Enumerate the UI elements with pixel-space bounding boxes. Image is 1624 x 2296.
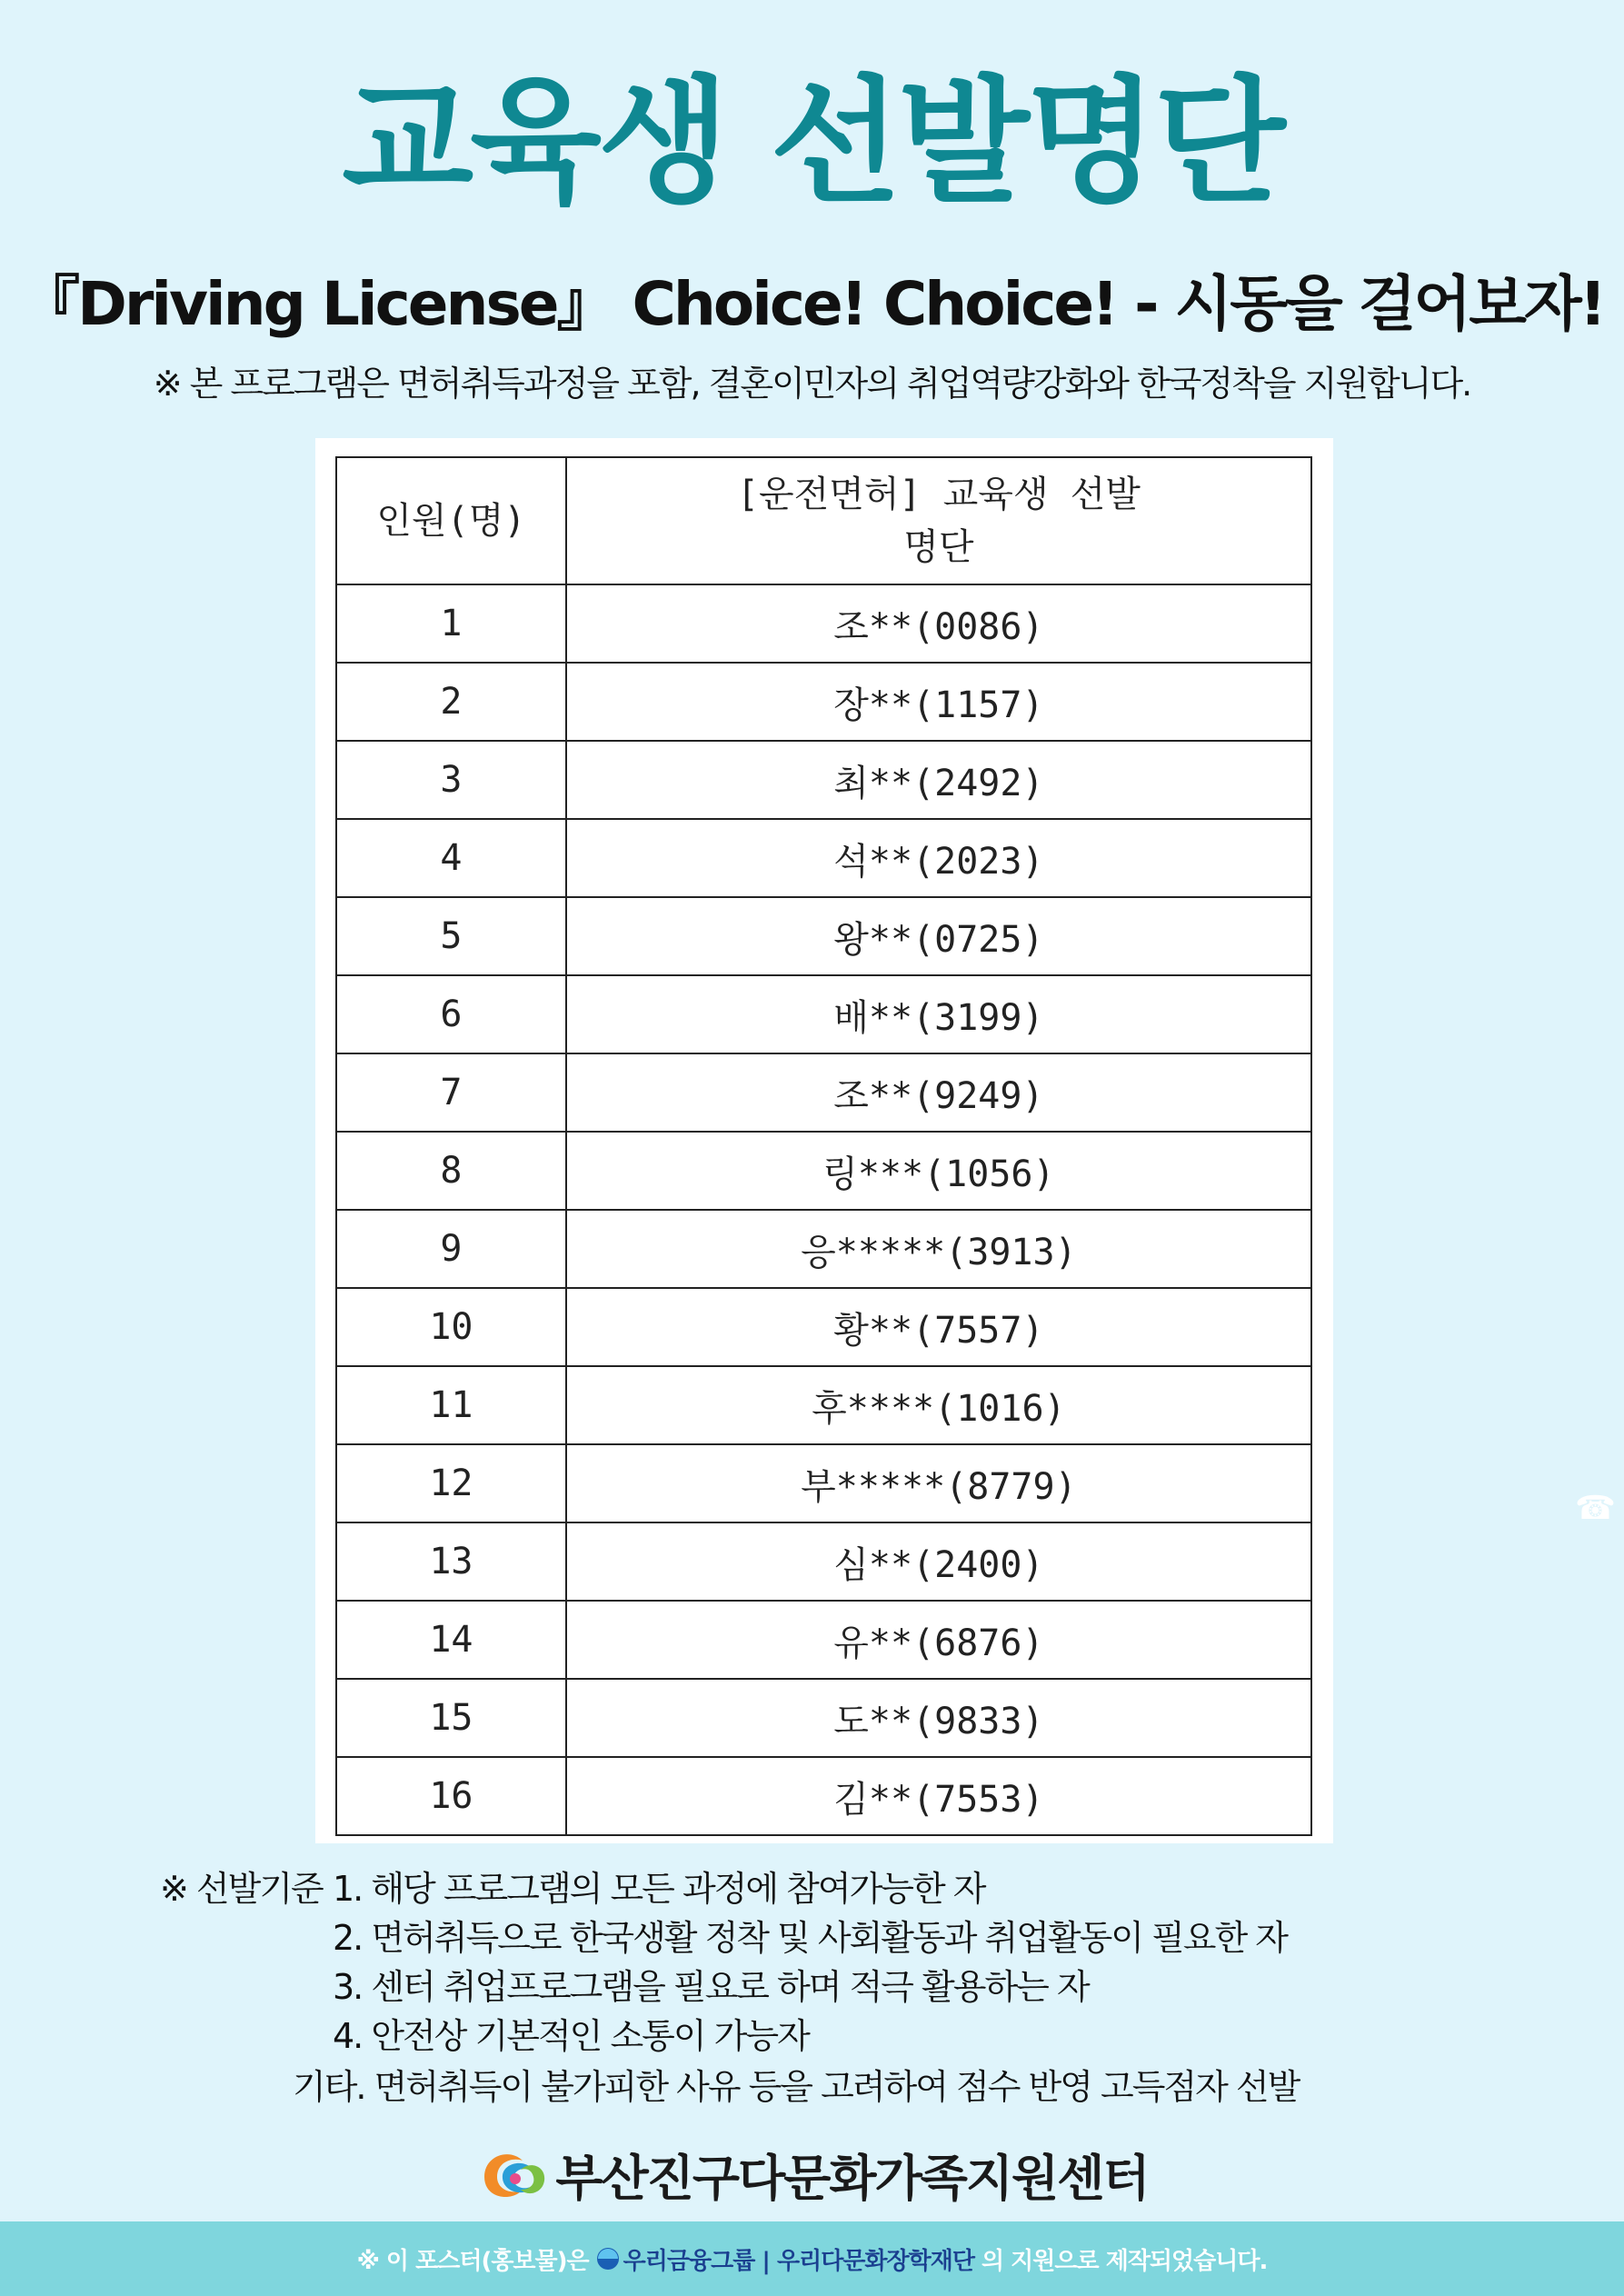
table-row xyxy=(336,1679,1311,1757)
row-trainee-name: 링***(1056) xyxy=(566,1132,1311,1210)
header-list xyxy=(566,457,1311,584)
criteria-etc: 기타. 면허취득이 불가피한 사유 등을 고려하여 점수 반영 고득점자 선발 xyxy=(293,2067,1300,2107)
row-trainee-name: 후****(1016) xyxy=(566,1366,1311,1444)
row-number: 5 xyxy=(336,897,566,975)
table-row xyxy=(336,1444,1311,1522)
roster-panel xyxy=(315,438,1333,1843)
table-row xyxy=(336,1601,1311,1679)
center-branding xyxy=(0,2138,1624,2211)
table-row xyxy=(336,1757,1311,1835)
criteria-label: ※ 선발기준 xyxy=(160,1869,323,1909)
footer-sponsor xyxy=(596,2242,974,2276)
row-number: 8 xyxy=(336,1132,566,1210)
table-row xyxy=(336,1288,1311,1366)
row-number: 13 xyxy=(336,1522,566,1601)
row-trainee-name: 심**(2400) xyxy=(566,1522,1311,1601)
table-row xyxy=(336,1366,1311,1444)
program-note: ※ 본 프로그램은 면허취득과정을 포함, 결혼이민자의 취업역량강화와 한국정착을 지원합니다. xyxy=(153,364,1471,404)
row-trainee-name: 황**(7557) xyxy=(566,1288,1311,1366)
row-trainee-name: 조**(0086) xyxy=(566,584,1311,663)
row-number: 3 xyxy=(336,741,566,819)
row-trainee-name: 응*****(3913) xyxy=(566,1210,1311,1288)
row-trainee-name: 조**(9249) xyxy=(566,1053,1311,1132)
row-number: 11 xyxy=(336,1366,566,1444)
row-number: 16 xyxy=(336,1757,566,1835)
table-row xyxy=(336,1210,1311,1288)
header-count: 인원(명) xyxy=(336,457,566,584)
row-number: 7 xyxy=(336,1053,566,1132)
row-trainee-name: 장**(1157) xyxy=(566,663,1311,741)
table-row xyxy=(336,741,1311,819)
criteria-item-4: 4. 안전상 기본적인 소통이 가능자 xyxy=(333,2016,809,2056)
row-number: 1 xyxy=(336,584,566,663)
footer-suffix: 의 지원으로 제작되었습니다. xyxy=(981,2247,1268,2275)
row-trainee-name: 왕**(0725) xyxy=(566,897,1311,975)
footer-bar xyxy=(0,2221,1624,2296)
row-number: 15 xyxy=(336,1679,566,1757)
phone-icon: ☎ xyxy=(1575,1490,1616,1527)
table-row xyxy=(336,975,1311,1053)
row-trainee-name: 부*****(8779) xyxy=(566,1444,1311,1522)
row-number: 10 xyxy=(336,1288,566,1366)
row-number: 12 xyxy=(336,1444,566,1522)
criteria-item-3: 3. 센터 취업프로그램을 필요로 하며 적극 활용하는 자 xyxy=(333,1967,1089,2007)
header-list-line1: [운전면허] 교육생 선발 xyxy=(736,474,1141,515)
row-number: 6 xyxy=(336,975,566,1053)
table-row xyxy=(336,819,1311,897)
row-trainee-name: 석**(2023) xyxy=(566,819,1311,897)
row-number: 9 xyxy=(336,1210,566,1288)
table-row xyxy=(336,1132,1311,1210)
row-trainee-name: 유**(6876) xyxy=(566,1601,1311,1679)
row-number: 14 xyxy=(336,1601,566,1679)
footer-sponsor-text: 우리금융그룹 | 우리다문화장학재단 xyxy=(623,2247,975,2275)
table-row xyxy=(336,584,1311,663)
page-title: 교육생 선발명단 xyxy=(342,64,1282,222)
table-row xyxy=(336,663,1311,741)
program-subtitle: 『Driving License』 Choice! Choice! - 시동을 걸어보자! xyxy=(20,269,1604,339)
row-trainee-name: 배**(3199) xyxy=(566,975,1311,1053)
row-trainee-name: 도**(9833) xyxy=(566,1679,1311,1757)
header-list-line2: 명단 xyxy=(903,526,974,568)
table-row xyxy=(336,1522,1311,1601)
row-number: 4 xyxy=(336,819,566,897)
woori-logo-icon xyxy=(596,2247,620,2271)
row-number: 2 xyxy=(336,663,566,741)
roster-table xyxy=(335,456,1312,1836)
roster-body xyxy=(336,584,1311,1835)
criteria-item-1: 1. 해당 프로그램의 모든 과정에 참여가능한 자 xyxy=(333,1869,985,1909)
row-trainee-name: 최**(2492) xyxy=(566,741,1311,819)
table-row xyxy=(336,1053,1311,1132)
table-row xyxy=(336,897,1311,975)
row-trainee-name: 김**(7553) xyxy=(566,1757,1311,1835)
center-logo-icon xyxy=(475,2142,550,2206)
footer-prefix: ※ 이 포스터(홍보물)은 xyxy=(356,2247,589,2275)
criteria-item-2: 2. 면허취득으로 한국생활 정착 및 사회활동과 취업활동이 필요한 자 xyxy=(333,1918,1288,1958)
center-name: 부산진구다문화가족지원센터 xyxy=(555,2149,1149,2207)
table-header-row xyxy=(336,457,1311,584)
